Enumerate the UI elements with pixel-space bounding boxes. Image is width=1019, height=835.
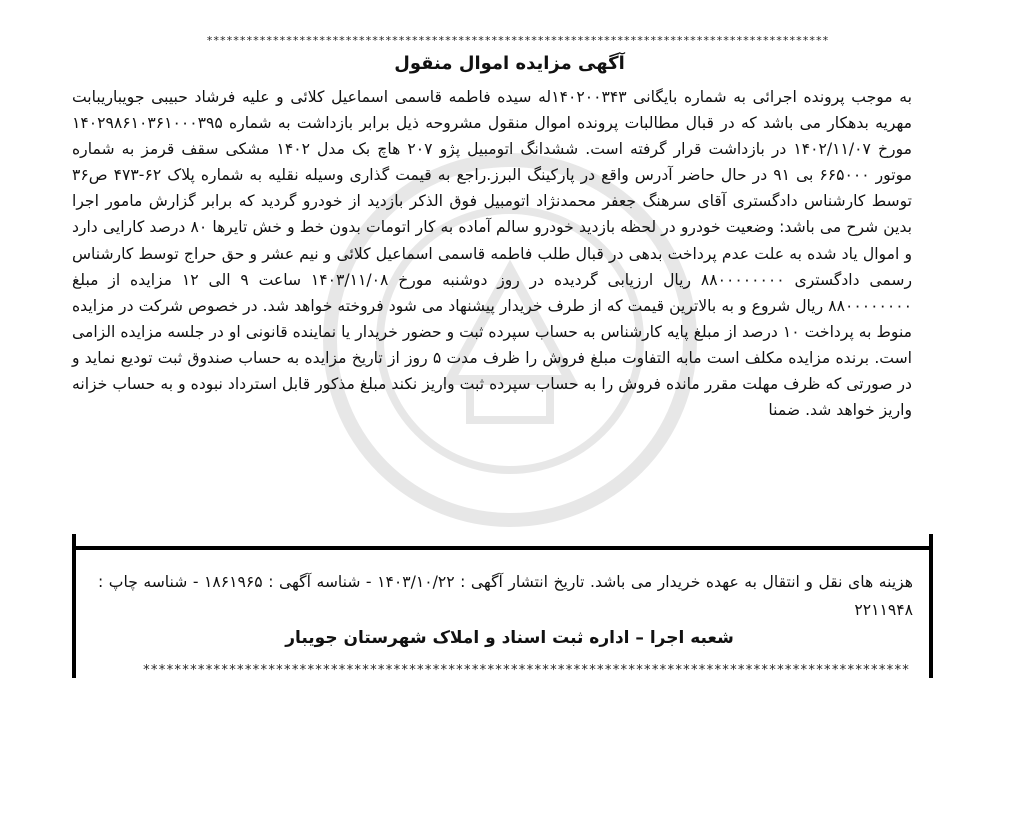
frame-right-border bbox=[929, 534, 933, 678]
separator-rule bbox=[72, 546, 933, 550]
frame-left-border bbox=[72, 534, 76, 678]
notice-title: آگهی مزایده اموال منقول bbox=[394, 53, 625, 74]
notice-footer-details: هزینه های نقل و انتقال به عهده خریدار می باشد. تاریخ انتشار آگهی : ۱۴۰۳/۱۰/۲۲ - شناسه آگهی : ۱۸۶۱۹۶۵ - شناسه چاپ : ۲۲۱۱۹۴۸ bbox=[98, 573, 913, 619]
notice-body: به موجب پرونده اجرائی به شماره بایگانی ۱۴۰۲۰۰۳۴۳له سیده فاطمه قاسمی اسماعیل کلائی و علیه فرشاد حبیبی جویباریبابت مهریه بدهکار می باشد که در قبال مطالبات پرونده اموال منقول مشروحه ذیل برابر بازداشت به شماره ۱۴۰۲۹۸۶۱۰۳۶۱۰۰۰۳۹۵ مورخ ۱۴۰۲/۱۱/۰۷ در بازداشت قرار گرفته است. ششدانگ اتومبیل پژو ۲۰۷ هاچ بک مدل ۱۴۰۲ مشکی سقف قرمز به شماره موتور ۶۶۵۰۰۰ بی ۹۱ در حال حاضر آدرس واقع در پارکینگ البرز.راجع به قیمت گذاری وسیله نقلیه به شماره پلاک ۶۲-۴۷۳ ص۳۶ توسط کارشناس دادگستری آقای سرهنگ جعفر محمدنژاد اتومبیل فوق الذکر بازدید از خودرو گردید که برابر گزارش مامور اجرا بدین شرح می باشد: وضعیت خودرو در لحظه بازدید خودرو سالم آماده به کار اتومات بدون خط و خش تایرها ۸۰ درصد کارایی دارد و اموال یاد شده به علت عدم پرداخت بدهی در قبال طلب فاطمه قاسمی اسماعیل کلائی و نیم عشر و حق حراج توسط کارشناس رسمی دادگستری ۸۸۰۰۰۰۰۰۰۰ ریال ارزیابی گردیده در روز دوشنبه مورخ ۱۴۰۳/۱۱/۰۸ ساعت ۹ الی ۱۲ مزایده از مبلغ ۸۸۰۰۰۰۰۰۰۰ ریال شروع و به بالاترین قیمت که از طرف خریدار پیشنهاد می شود فروخته خواهد شد. در خصوص شرکت در مزایده منوط به پرداخت ۱۰ درصد از مبلغ پایه کارشناس به حساب سپرده ثبت و حضور خریدار یا نماینده قانونی او در جلسه مزایده الزامی است. برنده مزایده مکلف است مابه التفاوت مبلغ فروش را ظرف مدت ۵ روز از تاریخ مزایده به حساب صندوق ثبت تودیع نماید و در صورتی که ظرف مهلت مقرر مانده فروش را به حساب سپرده ثبت واریز نکند مبلغ مذکور قابل استرداد نبوده و به حساب خزانه واریز خواهد شد. ضمنا bbox=[72, 88, 912, 420]
top-star-border: ********************************************************************************************** bbox=[206, 36, 829, 46]
bottom-star-border: ************************************************************************************************** bbox=[142, 664, 910, 678]
issuer-signature: شعبه اجرا – اداره ثبت اسناد و املاک شهرستان جویبار bbox=[285, 628, 734, 648]
